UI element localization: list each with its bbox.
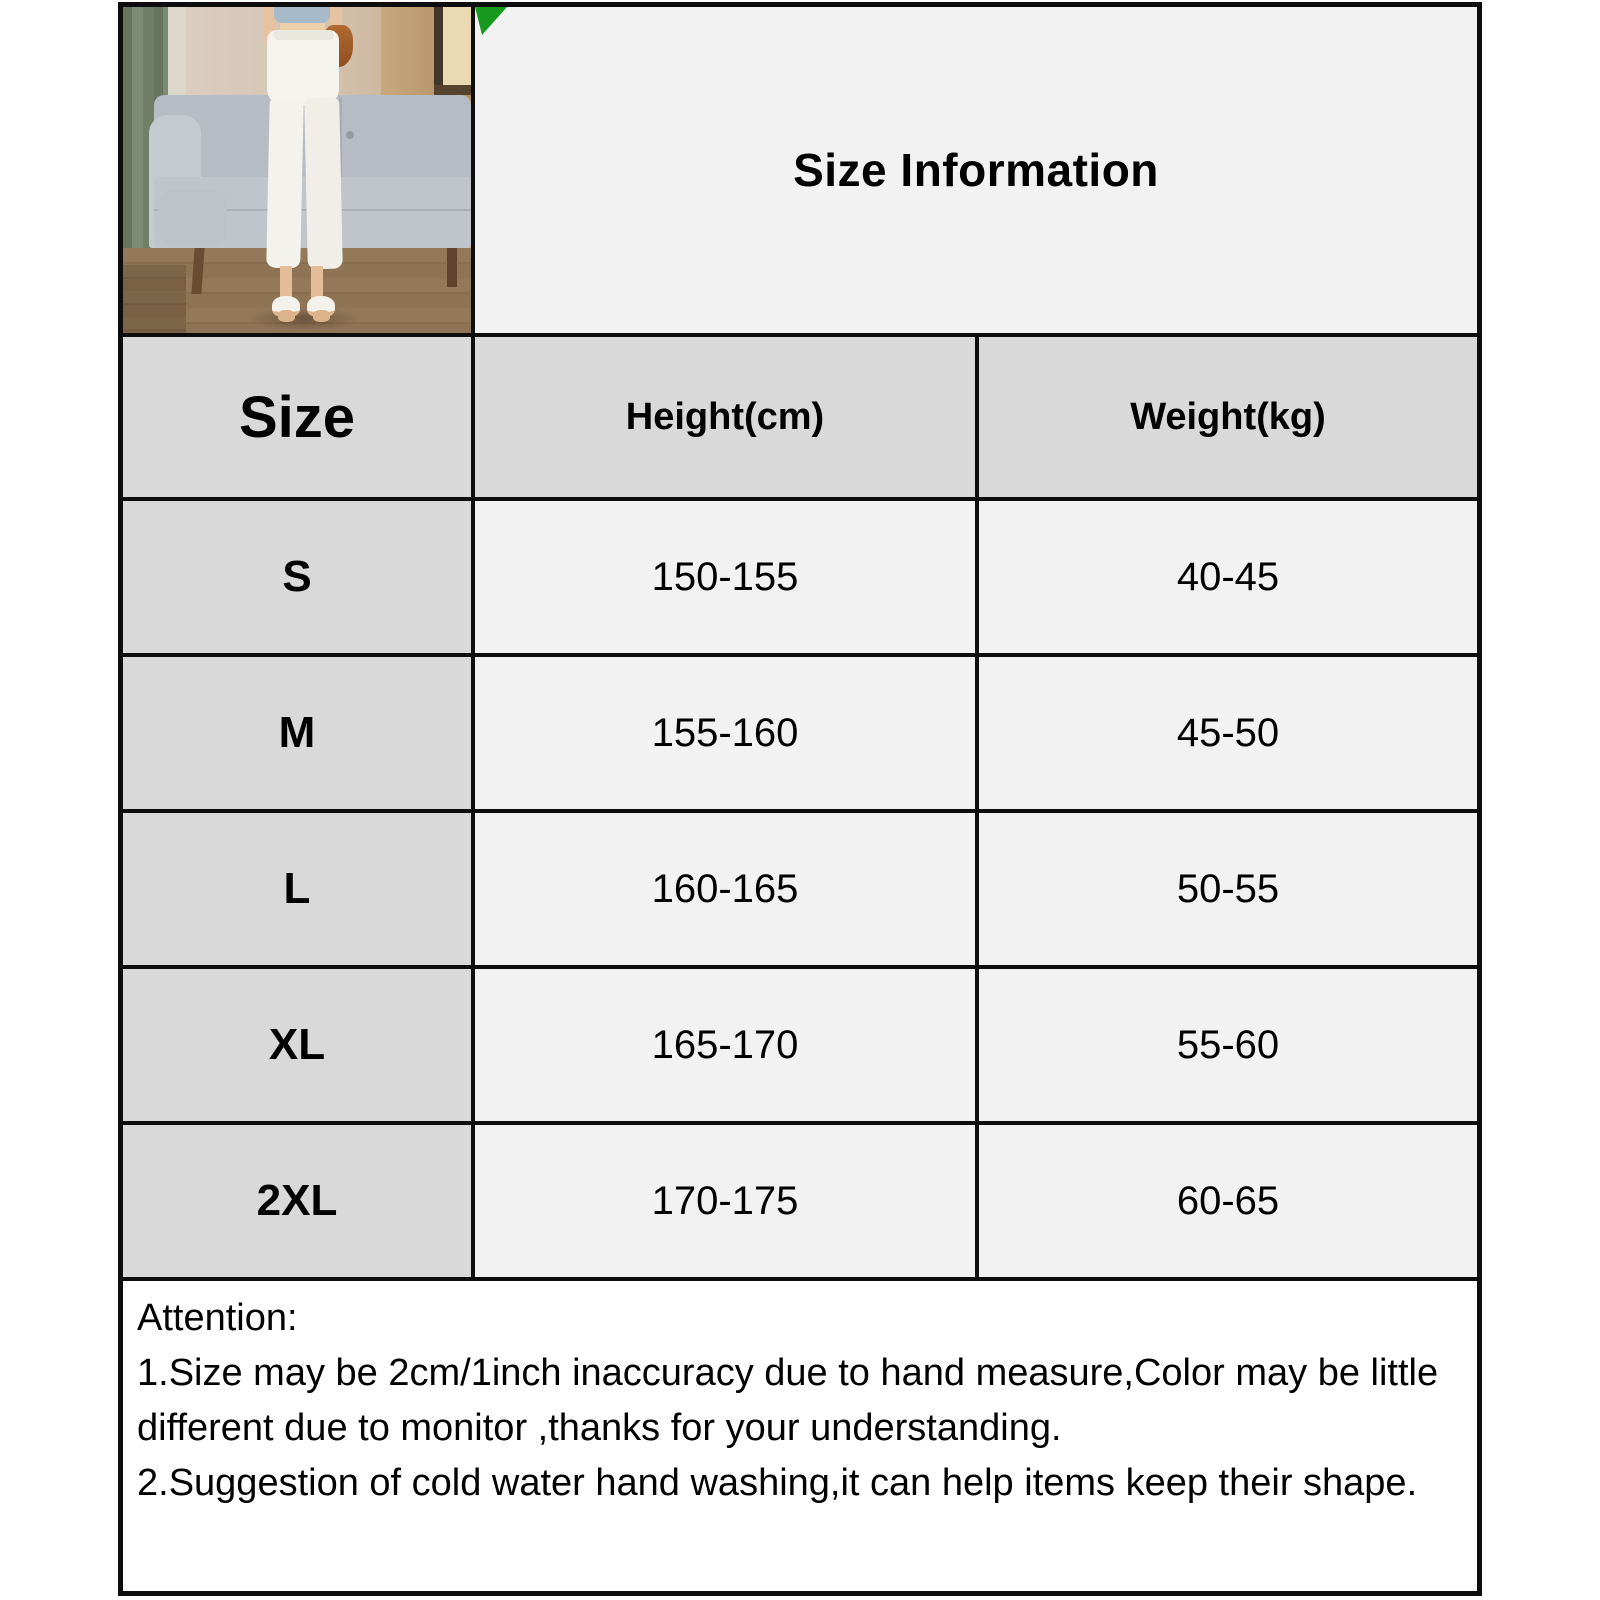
height-value: 165-170 [475,969,975,1121]
photo-model-top [274,7,330,23]
photo-sandal [272,296,301,317]
height-value: 155-160 [475,657,975,809]
size-label: M [123,657,471,809]
photo-floor-shadow [248,307,359,330]
page-title: Size Information [793,144,1159,196]
column-header-size: Size [123,337,471,497]
size-label: L [123,813,471,965]
photo-sofa-armrest [149,115,201,249]
photo-sofa-back [154,95,471,183]
photo-model-toes [278,310,295,321]
column-header-height: Height(cm) [475,337,975,497]
size-chart-table [118,2,1482,1596]
photo-sandal [307,296,336,317]
photo-sofa-seam [339,98,342,180]
photo-wood-panel [381,7,471,222]
photo-handbag [323,25,353,67]
size-label: 2XL [123,1125,471,1277]
height-value: 160-165 [475,813,975,965]
photo-sofa-leg [191,248,205,294]
photo-sofa-leg [447,248,457,287]
weight-value: 40-45 [979,501,1477,653]
attention-note-2: 2.Suggestion of cold water hand washing,it can help items keep their shape. [137,1462,1418,1505]
photo-wall [123,7,471,333]
photo-sheer-curtain [168,7,185,265]
weight-value: 50-55 [979,813,1477,965]
photo-shelf [434,85,471,95]
title-cell [475,7,1477,333]
photo-pants-waistband [273,30,334,40]
weight-value: 45-50 [979,657,1477,809]
photo-sofa-button [346,131,354,139]
photo-model-ankle [280,266,293,302]
column-header-weight: Weight(kg) [979,337,1477,497]
weight-value: 60-65 [979,1125,1477,1277]
photo-model-arm [330,7,342,36]
photo-pants-left-leg [267,98,305,268]
size-label: S [123,501,471,653]
green-corner-indicator-icon [475,7,507,35]
photo-wood-floor-shade [123,265,186,333]
photo-model-ankle [311,266,324,302]
attention-note [123,1281,1477,1591]
photo-sofa-cushion [158,190,228,245]
photo-curtain [123,7,168,271]
height-value: 150-155 [475,501,975,653]
photo-pants-hips [267,30,338,105]
size-label: XL [123,969,471,1121]
attention-heading: Attention: [137,1297,298,1339]
photo-pants-right-leg [304,98,342,270]
photo-model-toes [313,310,330,321]
photo-sofa-seat [154,177,471,249]
weight-value: 55-60 [979,969,1477,1121]
photo-sofa-seat-line [154,209,471,211]
photo-lamp [443,7,471,85]
photo-wood-floor [123,248,471,333]
photo-model-midriff [280,23,325,31]
photo-model-arm [264,7,275,46]
product-photo [123,7,471,333]
photo-frame [434,7,444,209]
attention-note-1: 1.Size may be 2cm/1inch inaccuracy due to hand measure,Color may be little different due to monitor ,thanks for your understanding. [137,1352,1439,1450]
height-value: 170-175 [475,1125,975,1277]
